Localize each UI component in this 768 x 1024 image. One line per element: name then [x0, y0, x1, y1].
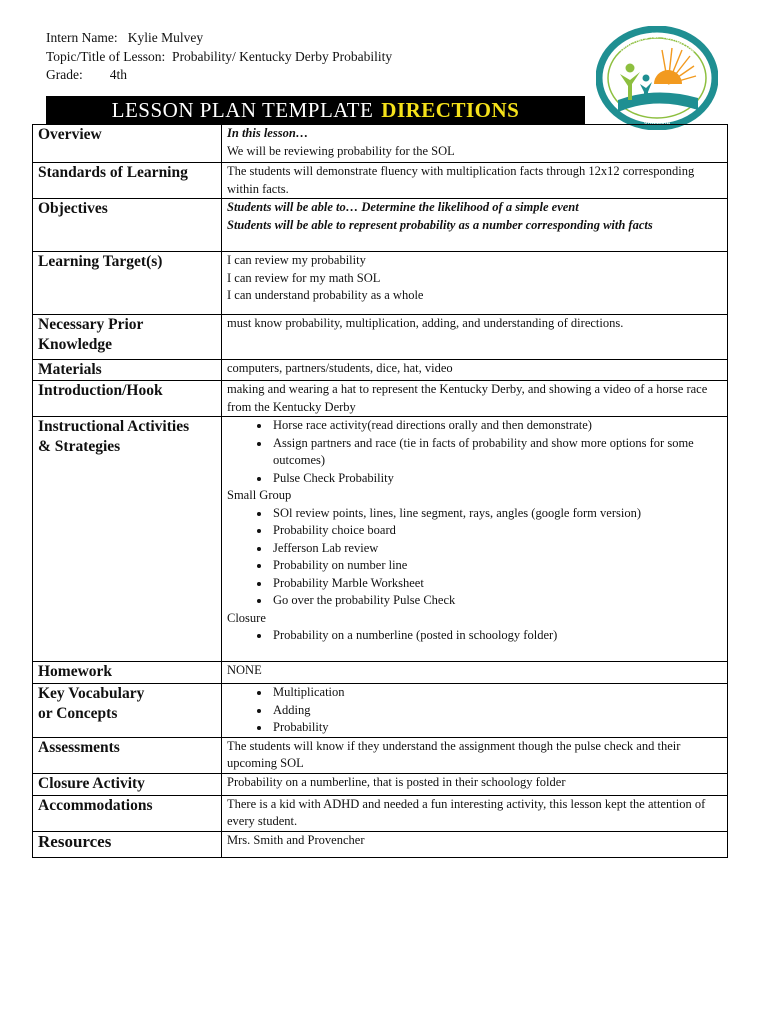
row-accommodations [33, 795, 728, 831]
homework-label: Homework [33, 662, 222, 684]
prior-knowledge-label-line1: Necessary Prior [38, 316, 144, 333]
row-overview [33, 125, 728, 163]
key-vocabulary-content [222, 684, 728, 738]
list-item: • Probability choice board [271, 522, 722, 540]
materials-label: Materials [33, 360, 222, 381]
assessments-text: The students will know if they understand the assignment though the pulse check and their upcoming SOL [222, 737, 728, 773]
learning-target-2: I can review for my math SOL [227, 270, 381, 285]
prior-knowledge-text: must know probability, multiplication, adding, and understanding of directions. [222, 315, 728, 360]
list-item: • Pulse Check Probability [271, 470, 722, 488]
row-closure-activity [33, 773, 728, 795]
overview-content [222, 125, 728, 163]
closure-activity-label: Closure Activity [33, 773, 222, 795]
learning-targets-content [222, 252, 728, 315]
row-instructional-activities [33, 417, 728, 662]
lesson-topic-line: Topic/Title of Lesson: Probability/ Kentucky Derby Probability [46, 48, 393, 64]
row-homework [33, 662, 728, 684]
list-item: • Adding [271, 702, 722, 720]
list-item: • Go over the probability Pulse Check [271, 592, 722, 610]
vocabulary-list [227, 684, 722, 737]
lesson-header [46, 29, 392, 85]
row-resources [33, 831, 728, 857]
row-assessments [33, 737, 728, 773]
learning-target-3: I can understand probability as a whole [227, 288, 424, 302]
accommodations-text: There is a kid with ADHD and needed a fun interesting activity, this lesson kept the attention of every student. [222, 795, 728, 831]
closure-list [227, 627, 722, 645]
key-vocabulary-label-line1: Key Vocabulary [38, 685, 145, 702]
prior-knowledge-label-line2: Knowledge [38, 336, 113, 353]
closure-heading: Closure [227, 610, 266, 625]
instructional-activities-content [222, 417, 728, 662]
instructional-activities-label [33, 417, 222, 662]
template-banner [46, 96, 585, 124]
intern-name-line: Intern Name: Kylie Mulvey [46, 30, 204, 45]
list-item: • Assign partners and race (tie in facts of probability and show more options for some outcomes) [271, 435, 722, 470]
homework-text: NONE [222, 662, 728, 684]
row-key-vocabulary [33, 684, 728, 738]
learning-targets-label: Learning Target(s) [33, 252, 222, 315]
row-introduction-hook [33, 381, 728, 417]
banner-title: LESSON PLAN TEMPLATE [111, 97, 374, 122]
list-item: • Multiplication [271, 684, 722, 702]
resources-text: Mrs. Smith and Provencher [222, 831, 728, 857]
teachers-for-tomorrow-logo [596, 26, 718, 130]
overview-text: We will be reviewing probability for the SOL [227, 143, 455, 158]
key-vocabulary-label-line2: or Concepts [38, 705, 118, 722]
small-group-heading: Small Group [227, 488, 292, 502]
list-item: • Probability on a numberline (posted in schoology folder) [271, 627, 722, 645]
key-vocabulary-label [33, 684, 222, 738]
instructional-activities-label-line2: & Strategies [38, 438, 121, 455]
introduction-hook-text: making and wearing a hat to represent the Kentucky Derby, and showing a video of a horse race from the Kentucky Derby [222, 381, 728, 417]
prior-knowledge-label [33, 315, 222, 360]
learning-target-1: I can review my probability [227, 253, 366, 267]
lesson-plan-table [32, 124, 728, 858]
small-group-list [227, 505, 722, 610]
logo-state-text: VIRGINIA [643, 120, 671, 127]
overview-label: Overview [33, 125, 222, 163]
list-item: • Probability Marble Worksheet [271, 575, 722, 593]
objectives-label: Objectives [33, 199, 222, 252]
row-materials [33, 360, 728, 381]
resources-label: Resources [33, 831, 222, 857]
row-prior-knowledge [33, 315, 728, 360]
objectives-content [222, 199, 728, 252]
assessments-label: Assessments [33, 737, 222, 773]
grade-line: Grade: 4th [46, 67, 127, 82]
banner-accent: DIRECTIONS [381, 97, 520, 122]
closure-activity-text: Probability on a numberline, that is posted in their schoology folder [222, 773, 728, 795]
list-item: • Horse race activity(read directions orally and then demonstrate) [271, 417, 722, 435]
row-standards [33, 163, 728, 199]
standards-label: Standards of Learning [33, 163, 222, 199]
introduction-hook-label: Introduction/Hook [33, 381, 222, 417]
row-learning-targets [33, 252, 728, 315]
instructional-activities-label-line1: Instructional Activities [38, 418, 190, 435]
list-item: • Probability on number line [271, 557, 722, 575]
accommodations-label: Accommodations [33, 795, 222, 831]
main-activities-list [227, 417, 722, 487]
objective-1: Students will be able to… Determine the likelihood of a simple event [227, 200, 579, 214]
materials-text: computers, partners/students, dice, hat, video [222, 360, 728, 381]
list-item: • SOl review points, lines, line segment, rays, angles (google form version) [271, 505, 722, 523]
list-item: • Jefferson Lab review [271, 540, 722, 558]
objective-2: Students will be able to represent probability as a number corresponding with facts [227, 217, 653, 232]
logo-arc-text: Teachers for Tomorrow [616, 31, 697, 55]
overview-intro: In this lesson… [227, 126, 309, 140]
standards-text: The students will demonstrate fluency with multiplication facts through 12x12 corresponding within facts. [222, 163, 728, 199]
list-item: • Probability [271, 719, 722, 737]
row-objectives [33, 199, 728, 252]
